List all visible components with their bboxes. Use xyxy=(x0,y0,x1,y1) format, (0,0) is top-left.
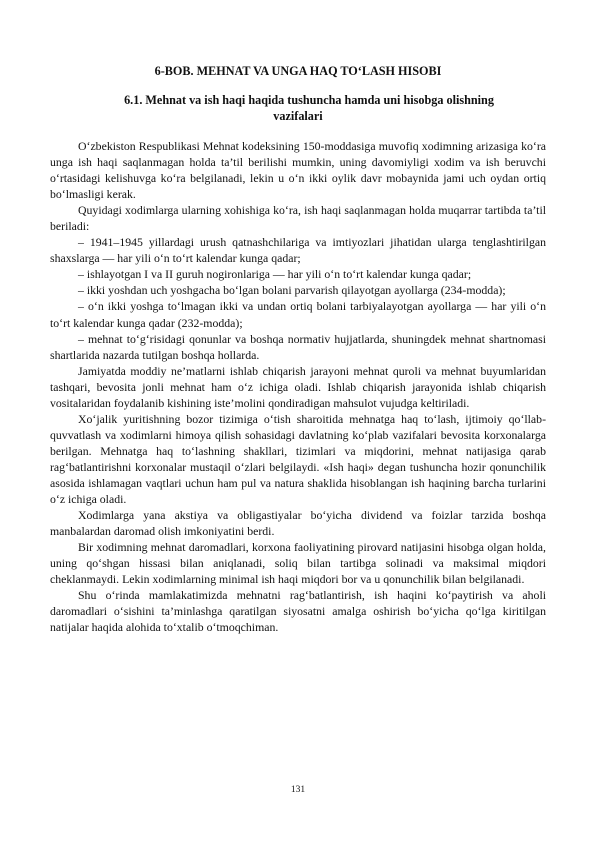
page-number: 131 xyxy=(290,785,306,795)
list-item: – ikki yoshdan uch yoshgacha bo‘lgan bolani parvarish qilayotgan ayollarga (234-modda); xyxy=(78,283,506,298)
list-item: – mehnat to‘g‘risidagi qonunlar va boshqa normativ hujjatlarda, shuningdek mehnat shartnomasi shartlarida nazarda tutilgan boshqa hollarda. xyxy=(50,331,546,362)
list-item: – ishlayotgan I va II guruh nogironlariga — har yili o‘n to‘rt kalendar kunga qadar; xyxy=(78,267,472,282)
body-text xyxy=(50,138,546,635)
list-item: – o‘n ikki yoshga to‘lmagan ikki va undan ortiq bolani tarbiyalayotgan ayollarga — har yili o‘n to‘rt kalendar kunga qadar (232-modda); xyxy=(50,299,546,330)
section-title-line1: 6.1. Mehnat va ish haqi haqida tushuncha hamda uni hisobga olishning xyxy=(124,93,494,107)
paragraph: Xo‘jalik yuritishning bozor tizimiga o‘tish sharoitida mehnatga haq to‘lash, ijtimoiy qo‘llab-quvvatlash va xodimlarni himoya qilish sohasidagi davlatning ko‘plab vazifalari bevosita korxonalarga berilgan. Mehnatga haq to‘lashning shakllari, tizimlari va miqdorini, mehnat natijasiga qarab rag‘batlantirishni korxonalar mustaqil o‘zlari belgilaydi. «Ish haqi» degan tushuncha hozir qonunchilik asosida ishlamagan vaqtlari uchun ham pul va natura shaklida hisoblangan ish haqining barcha turlarini o‘z ichiga oladi. xyxy=(50,411,546,507)
section-title xyxy=(50,92,546,124)
paragraph: Jamiyatda moddiy ne’matlarni ishlab chiqarish jarayoni mehnat quroli va mehnat buyumlaridan tashqari, bevosita jonli mehnat ham o‘z ichiga oladi. Ishlab chiqarish jarayonida ishlab chiqarish vositalaridan foydalanib kishining iste’molini qondiradigan mahsulot vujudga keltiriladi. xyxy=(50,363,546,410)
paragraph: O‘zbekiston Respublikasi Mehnat kodeksining 150-moddasiga muvofiq xodimning arizasiga ko‘ra unga ish haqi saqlanmagan holda ta’til berilishi mumkin, uning davomiyligi xodim va ish beruvchi o‘rtasidagi kelishuvga ko‘ra belgilanadi, lekin u o‘n ikki oylik davr mobaynida jami uch oydan ortiq bo‘lmasligi kerak. xyxy=(50,139,546,202)
document-page xyxy=(50,0,546,842)
paragraph: Quyidagi xodimlarga ularning xohishiga ko‘ra, ish haqi saqlanmagan holda muqarrar tartibda ta’til beriladi: xyxy=(50,203,546,234)
section-title-line2: vazifalari xyxy=(273,109,323,123)
chapter-title: 6-BOB. MEHNAT VA UNGA HAQ TO‘LASH HISOBI xyxy=(154,64,442,78)
paragraph: Bir xodimning mehnat daromadlari, korxona faoliyatining pirovard natijasini hisobga olgan holda, uning qo‘shgan hissasi bilan aniqlanadi, soliq bilan tartibga solinadi va maksimal miqdori cheklanmaydi. Lekin xodimlarning minimal ish haqi miqdori bor va u qonunchilik bilan belgilanadi. xyxy=(50,540,546,587)
paragraph: Shu o‘rinda mamlakatimizda mehnatni rag‘batlantirish, ish haqini ko‘paytirish va aholi daromadlari o‘sishini ta’minlashga qaratilgan siyosatni amalga oshirish bo‘yicha qo‘lga kiritilgan natijalar haqida alohida to‘xtalib o‘tmoqchiman. xyxy=(50,588,546,635)
paragraph: Xodimlarga yana akstiya va obligastiyalar bo‘yicha dividend va foizlar tarzida boshqa manbalardan daromad olish imkoniyatini berdi. xyxy=(50,508,546,539)
list-item: – 1941–1945 yillardagi urush qatnashchilariga va imtiyozlari jihatidan ularga tenglashtirilgan shaxslarga — har yili o‘n to‘rt kalendar kunga qadar; xyxy=(50,235,546,266)
